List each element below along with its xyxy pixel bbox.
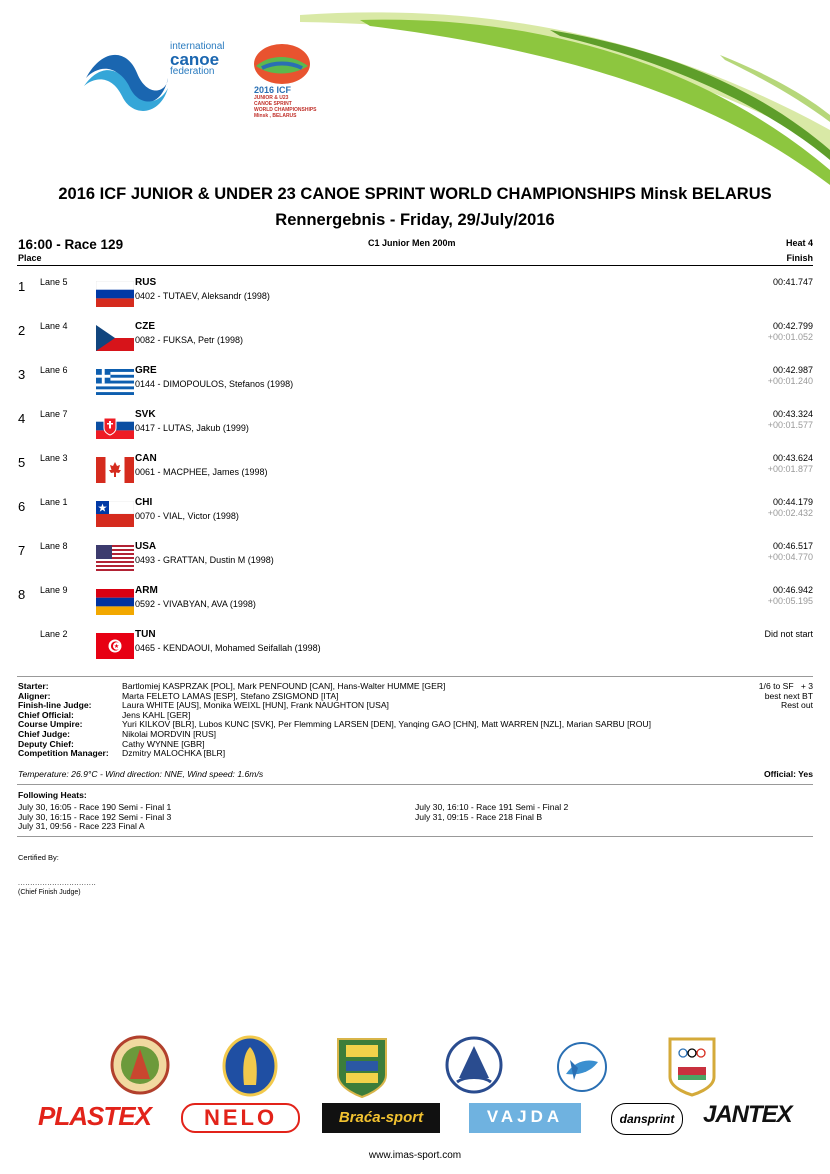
result-time: 00:41.747 — [772, 277, 813, 287]
official-names: Bartlomiej KASPRZAK [POL], Mark PENFOUND [CAN], Hans-Walter HUMME [GER] — [122, 681, 446, 691]
result-athlete: 0493 - GRATTAN, Dustin M (1998) — [135, 555, 274, 565]
following-heats-column — [18, 803, 171, 832]
result-diff: +00:02.432 — [767, 508, 813, 518]
official-status: Official: Yes — [763, 769, 813, 779]
result-row — [0, 273, 830, 317]
official-names: Nikolai MORDVIN [RUS] — [122, 728, 217, 739]
official-role: Starter: — [18, 681, 49, 691]
following-heats-column — [415, 803, 568, 822]
document-subtitle: Rennergebnis - Friday, 29/July/2016 — [275, 211, 555, 229]
official-row — [18, 749, 651, 759]
tun-flag-icon — [96, 633, 134, 659]
result-lane: Lane 4 — [40, 321, 68, 331]
result-place: 2 — [18, 323, 26, 338]
event-logo-line: Minsk , BELARUS — [254, 113, 297, 119]
official-role: Competition Manager: — [18, 748, 109, 759]
result-row — [0, 361, 830, 405]
finish-column-header: Finish — [786, 253, 813, 263]
result-place: 6 — [18, 499, 26, 514]
result-lane: Lane 5 — [40, 277, 68, 287]
event-logo-icon — [252, 42, 312, 86]
event-logo-line: CANOE SPRINT — [254, 101, 292, 107]
official-role: Chief Official: — [18, 709, 74, 720]
result-place: 8 — [18, 587, 26, 602]
result-nation: GRE — [135, 365, 157, 376]
result-time: 00:42.987 — [772, 365, 813, 375]
result-time: 00:43.624 — [772, 453, 813, 463]
result-diff: +00:05.195 — [767, 596, 813, 606]
result-time: 00:43.324 — [772, 409, 813, 419]
official-row — [18, 730, 651, 740]
sponsor-plastex-logo: PLASTEX — [38, 1101, 151, 1131]
result-athlete: 0592 - VIVABYAN, AVA (1998) — [135, 599, 256, 609]
official-names: Dzmitry MALOCHKA [BLR] — [122, 748, 226, 759]
can-flag-icon — [96, 457, 134, 483]
result-place: 5 — [18, 455, 26, 470]
race-title: 16:00 - Race 129 — [18, 237, 124, 252]
rus-flag-icon — [96, 281, 134, 307]
arm-flag-icon — [96, 589, 134, 615]
event-logo-line: 2016 ICF — [254, 85, 292, 95]
sponsor-crest-icon — [222, 1035, 278, 1097]
result-row — [0, 493, 830, 537]
result-nation: CAN — [135, 453, 157, 464]
following-heat-item: July 30, 16:10 - Race 191 Semi - Final 2 — [415, 802, 569, 812]
official-names: Yuri KILKOV [BLR], Lubos KUNC [SVK], Per Flemming LARSEN [DEN], Yanqing GAO [CHN], Matt WARREN [NZL], Marian SARBU [ROU] — [122, 719, 651, 730]
official-role: Aligner: — [18, 690, 51, 701]
cze-flag-icon — [96, 325, 134, 351]
result-nation: CHI — [135, 497, 153, 508]
sponsor-nelo-logo: NELO — [181, 1103, 300, 1133]
result-row — [0, 317, 830, 361]
result-athlete: 0061 - MACPHEE, James (1998) — [135, 467, 268, 477]
official-row — [18, 740, 651, 750]
following-heat-item: July 31, 09:15 - Race 218 Final B — [415, 811, 543, 822]
result-diff: +00:01.052 — [767, 332, 813, 342]
official-role: Deputy Chief: — [18, 738, 74, 749]
sponsor-crest-icon — [666, 1035, 718, 1097]
official-names: Cathy WYNNE [GBR] — [122, 738, 205, 749]
result-row — [0, 581, 830, 625]
result-athlete: 0465 - KENDAOUI, Mohamed Seifallah (1998) — [135, 643, 321, 653]
result-place: 3 — [18, 367, 26, 382]
results-divider — [17, 676, 813, 677]
official-role: Finish-line Judge: — [18, 700, 92, 711]
result-lane: Lane 7 — [40, 409, 68, 419]
result-lane: Lane 8 — [40, 541, 68, 551]
official-row — [18, 701, 651, 711]
result-time: 00:44.179 — [772, 497, 813, 507]
following-heat-item: July 31, 09:56 - Race 223 Final A — [18, 821, 145, 832]
result-diff: +00:01.577 — [767, 420, 813, 430]
result-nation: SVK — [135, 409, 156, 420]
following-heat-item: July 30, 16:05 - Race 190 Semi - Final 1 — [18, 802, 172, 812]
result-lane: Lane 3 — [40, 453, 68, 463]
result-time: 00:42.799 — [772, 321, 813, 331]
result-athlete: 0402 - TUTAEV, Aleksandr (1998) — [135, 291, 270, 301]
result-nation: ARM — [135, 585, 158, 596]
heats-divider — [17, 836, 813, 837]
result-place: 7 — [18, 543, 26, 558]
result-lane: Lane 6 — [40, 365, 68, 375]
usa-flag-icon — [96, 545, 134, 571]
qualification-rules — [759, 682, 813, 711]
qualification-rule: 1/6 to SF + 3 — [758, 681, 813, 691]
heat-label: Heat 4 — [785, 238, 813, 248]
sponsor-crest-icon — [556, 1040, 608, 1094]
result-nation: RUS — [135, 277, 157, 288]
result-athlete: 0144 - DIMOPOULOS, Stefanos (1998) — [135, 379, 294, 389]
signer-role: (Chief Finish Judge) — [18, 889, 81, 896]
result-diff: +00:01.877 — [767, 464, 813, 474]
result-diff: +00:04.770 — [767, 552, 813, 562]
gre-flag-icon — [96, 369, 134, 395]
result-lane: Lane 9 — [40, 585, 68, 595]
result-row — [0, 625, 830, 669]
qualification-rule: Rest out — [780, 700, 813, 711]
weather-info: Temperature: 26.9°C - Wind direction: NNE, Wind speed: 1.6m/s — [18, 769, 264, 779]
result-lane: Lane 1 — [40, 497, 68, 507]
weather-divider — [17, 784, 813, 785]
chi-flag-icon — [96, 501, 134, 527]
icf-logo-line: federation — [170, 66, 215, 77]
icf-logo-text — [170, 42, 240, 77]
qualification-rule: best next BT — [764, 690, 813, 701]
official-names: Laura WHITE [AUS], Monika WEIXL [HUN], Frank NAUGHTON [USA] — [122, 700, 389, 711]
sponsor-jantex-logo: JANTEX — [703, 1101, 792, 1128]
result-row — [0, 537, 830, 581]
header-swoosh-graphic — [300, 0, 830, 185]
following-heat-item: July 30, 16:15 - Race 192 Semi - Final 3 — [18, 811, 172, 822]
certified-by-label: Certified By: — [18, 853, 59, 862]
official-role: Chief Judge: — [18, 728, 71, 739]
result-nation: TUN — [135, 629, 156, 640]
sponsor-crest-icon — [110, 1035, 170, 1095]
sponsor-crest-icon — [334, 1035, 390, 1099]
official-role: Course Umpire: — [18, 719, 83, 730]
event-logo-text — [254, 86, 324, 119]
signature-line: ................................ — [18, 880, 97, 887]
result-time: Did not start — [764, 629, 813, 639]
result-diff: +00:01.240 — [767, 376, 813, 386]
sponsor-crest-icon — [445, 1036, 503, 1094]
official-names: Jens KAHL [GER] — [122, 709, 191, 720]
race-category: C1 Junior Men 200m — [368, 238, 456, 248]
result-time: 00:46.942 — [772, 585, 813, 595]
sponsor-vajda-logo: VAJDA — [469, 1103, 581, 1133]
result-time: 00:46.517 — [772, 541, 813, 551]
officials-table — [18, 682, 651, 759]
following-heats-title: Following Heats: — [18, 790, 87, 800]
document-title: 2016 ICF JUNIOR & UNDER 23 CANOE SPRINT WORLD CHAMPIONSHIPS Minsk BELARUS — [58, 185, 772, 203]
sponsor-dansprint-logo: dansprint — [611, 1103, 683, 1135]
icf-logo-line: canoe — [170, 50, 220, 69]
result-lane: Lane 2 — [40, 629, 68, 639]
result-athlete: 0070 - VIAL, Victor (1998) — [135, 511, 239, 521]
event-logo-line: WORLD CHAMPIONSHIPS — [254, 107, 317, 113]
sponsor-braca-sport-logo: Braća-sport — [322, 1103, 440, 1133]
result-nation: CZE — [135, 321, 155, 332]
result-place: 1 — [18, 279, 26, 294]
event-logo-line: JUNIOR & U23 — [254, 95, 289, 101]
result-athlete: 0417 - LUTAS, Jakub (1999) — [135, 423, 249, 433]
result-athlete: 0082 - FUKSA, Petr (1998) — [135, 335, 244, 345]
result-row — [0, 449, 830, 493]
result-place: 4 — [18, 411, 26, 426]
place-column-header: Place — [18, 253, 42, 263]
result-row — [0, 405, 830, 449]
svk-flag-icon — [96, 413, 134, 439]
official-row — [18, 720, 651, 730]
official-names: Marta FELETO LAMAS [ESP], Stefano ZSIGMOND [ITA] — [122, 690, 339, 701]
header-divider — [17, 265, 813, 266]
result-nation: USA — [135, 541, 157, 552]
icf-logo-icon — [82, 38, 170, 116]
footer-url: www.imas-sport.com — [368, 1150, 462, 1161]
icf-logo-line: international — [170, 41, 225, 52]
